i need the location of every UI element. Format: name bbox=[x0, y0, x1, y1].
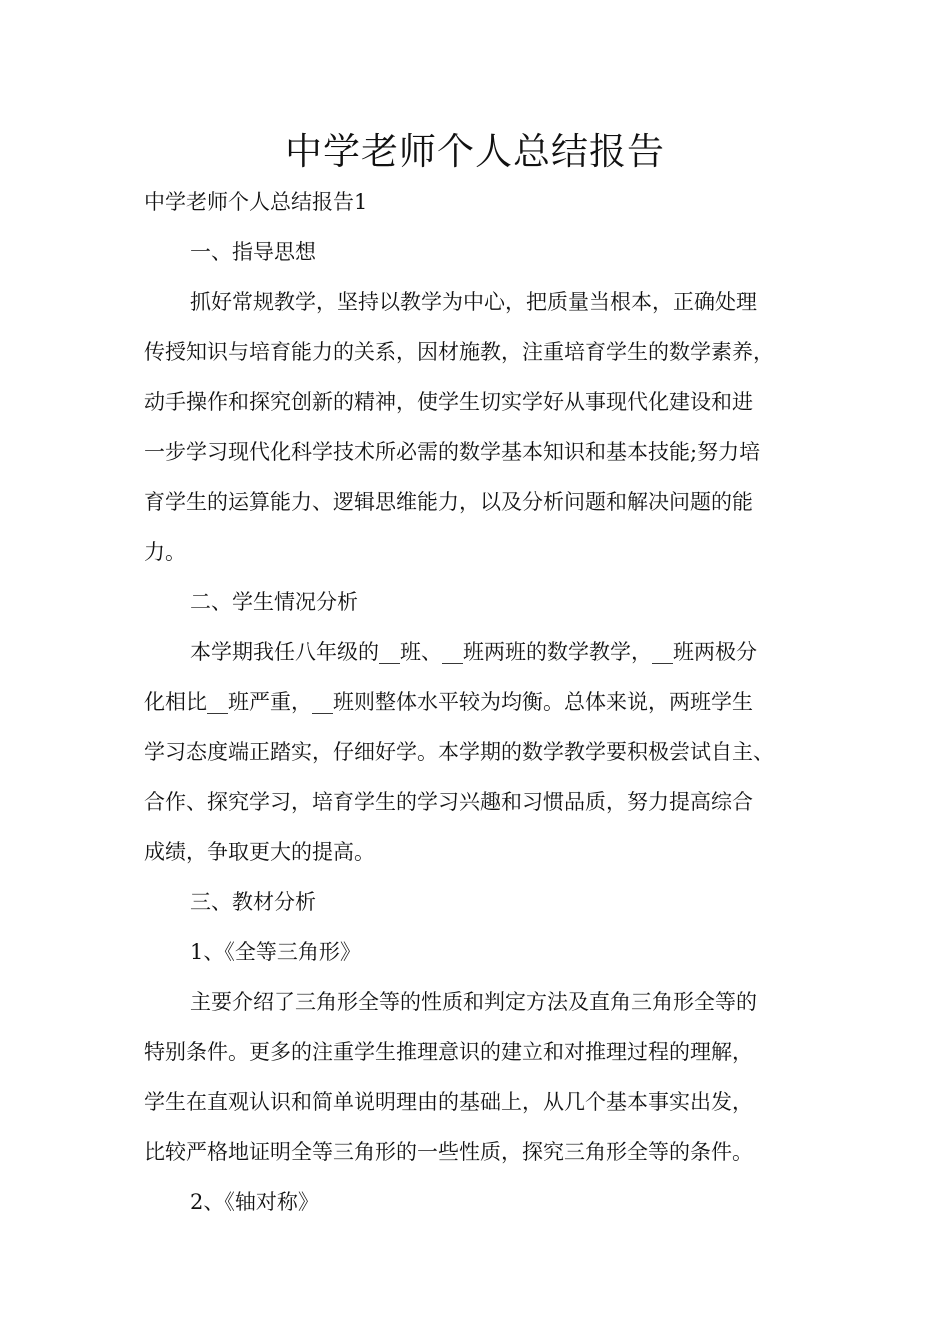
paragraph-line: 成绩，争取更大的提高。 bbox=[144, 840, 375, 864]
subsection-heading-axial-symmetry: 2、《轴对称》 bbox=[190, 1190, 319, 1214]
paragraph-line: 育学生的运算能力、逻辑思维能力，以及分析问题和解决问题的能 bbox=[144, 490, 753, 514]
paragraph-line: 合作、探究学习，培育学生的学习兴趣和习惯品质，努力提高综合 bbox=[144, 790, 753, 814]
paragraph-line: 化相比__班严重，__班则整体水平较为均衡。总体来说，两班学生 bbox=[144, 690, 753, 714]
paragraph-line: 学生在直观认识和简单说明理由的基础上，从几个基本事实出发， bbox=[144, 1090, 753, 1114]
paragraph-line: 本学期我任八年级的__班、__班两班的数学教学，__班两极分 bbox=[190, 640, 757, 664]
paragraph-line: 抓好常规教学，坚持以教学为中心，把质量当根本，正确处理 bbox=[190, 290, 757, 314]
paragraph-line: 学习态度端正踏实，仔细好学。本学期的数学教学要积极尝试自主、 bbox=[144, 740, 774, 764]
subsection-heading-congruent-triangles: 1、《全等三角形》 bbox=[190, 940, 361, 964]
document-body bbox=[144, 227, 824, 1227]
section-heading-guiding-ideas: 一、指导思想 bbox=[190, 240, 316, 264]
paragraph-line: 特别条件。更多的注重学生推理意识的建立和对推理过程的理解， bbox=[144, 1040, 753, 1064]
document-title: 中学老师个人总结报告 bbox=[285, 130, 665, 173]
paragraph-line: 一步学习现代化科学技术所必需的数学基本知识和基本技能;努力培 bbox=[144, 440, 761, 464]
paragraph-line: 力。 bbox=[144, 540, 186, 564]
paragraph-line: 动手操作和探究创新的精神，使学生切实学好从事现代化建设和进 bbox=[144, 390, 753, 414]
paragraph-line: 传授知识与培育能力的关系，因材施教，注重培育学生的数学素养， bbox=[144, 340, 774, 364]
section-heading-student-analysis: 二、学生情况分析 bbox=[190, 590, 358, 614]
section-heading-textbook-analysis: 三、教材分析 bbox=[190, 890, 316, 914]
paragraph-line: 主要介绍了三角形全等的性质和判定方法及直角三角形全等的 bbox=[190, 990, 757, 1014]
paragraph-line: 比较严格地证明全等三角形的一些性质，探究三角形全等的条件。 bbox=[144, 1140, 753, 1164]
document-subtitle: 中学老师个人总结报告1 bbox=[144, 190, 368, 214]
